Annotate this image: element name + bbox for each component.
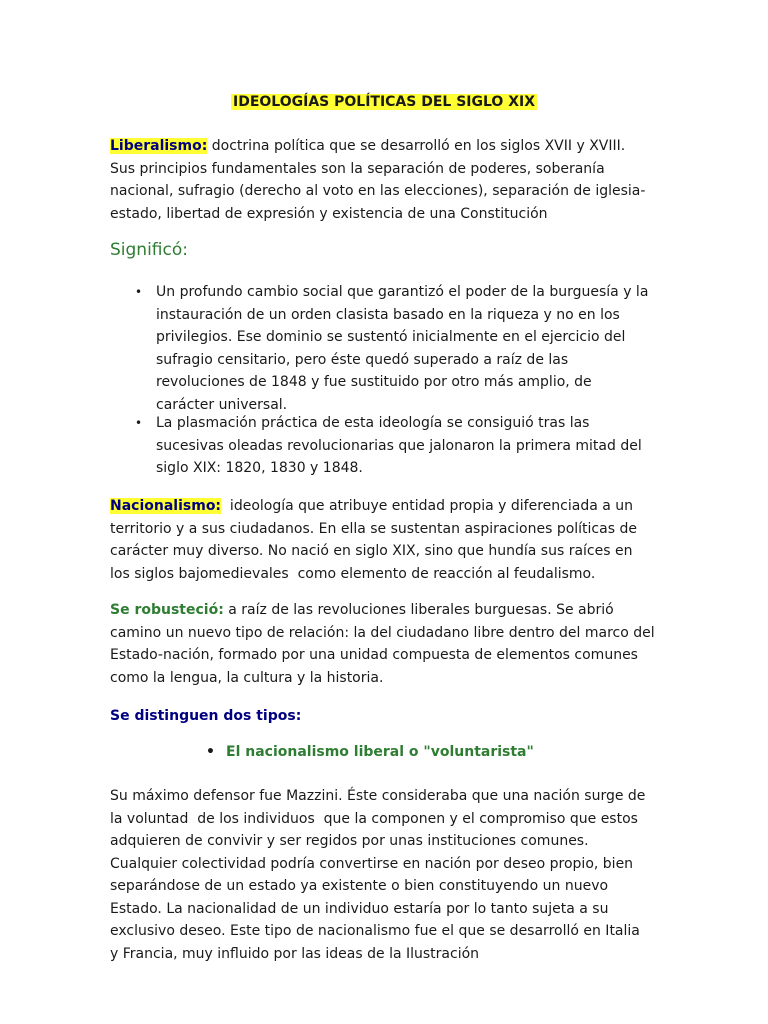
nacionalismo-line: territorio y a sus ciudadanos. En ella se sustentan aspiraciones políticas de — [110, 520, 637, 537]
nacionalismo-term: Nacionalismo: — [110, 498, 222, 514]
robustecio-line-1 — [110, 599, 670, 622]
mazzini-line: Cualquier colectividad podría convertirse en nación por deseo propio, bien — [110, 855, 634, 872]
significo-heading: Significó: — [110, 240, 188, 260]
mazzini-line: la voluntad de los individuos que la componen y el compromiso que estos — [110, 810, 638, 827]
mazzini-line: Su máximo defensor fue Mazzini. Éste consideraba que una nación surge de — [110, 788, 646, 804]
page-title-text: IDEOLOGÍAS POLÍTICAS DEL SIGLO XIX — [233, 94, 535, 110]
mazzini-line: exclusivo deseo. Este tipo de nacionalismo fue el que se desarrolló en Italia — [110, 923, 640, 939]
bullet-line: siglo XIX: 1820, 1830 y 1848. — [156, 460, 363, 476]
liberalismo-term: Liberalismo: — [110, 138, 208, 154]
liberalismo-paragraph — [110, 135, 670, 225]
nacionalismo-line-1 — [110, 495, 670, 518]
liberalismo-line: nacional, sufragio (derecho al voto en las elecciones), separación de iglesia- — [110, 183, 646, 199]
liberalismo-line: Sus principios fundamentales son la separación de poderes, soberanía — [110, 160, 605, 177]
robustecio-paragraph — [110, 599, 670, 689]
bullet-dot-icon: • — [135, 416, 143, 430]
liberalismo-line: estado, libertad de expresión y existencia de una Constitución — [110, 205, 548, 222]
nacionalismo-paragraph — [110, 495, 670, 585]
nacionalismo-line: los siglos bajomedievales como elemento de reacción al feudalismo. — [110, 565, 596, 582]
nacionalismo-text: ideología que atribuye entidad propia y diferenciada a un — [221, 498, 634, 514]
mazzini-line: y Francia, muy influido por las ideas de la Ilustración — [110, 945, 480, 962]
page-title — [0, 93, 768, 111]
robustecio-line: camino un nuevo tipo de relación: la del ciudadano libre dentro del marco del — [110, 624, 655, 641]
bullet-line: sufragio censitario, pero éste quedó superado a raíz de las — [156, 351, 569, 368]
bullet-line: sucesivas oleadas revolucionarias que jalonaron la primera mitad del — [156, 437, 642, 454]
bullet-line: privilegios. Ese dominio se sustentó inicialmente en el ejercicio del — [156, 329, 626, 345]
bullet-line: La plasmación práctica de esta ideología se consiguió tras las — [156, 415, 590, 431]
robustecio-line: como la lengua, la cultura y la historia. — [110, 669, 384, 686]
bullet-1-text — [156, 281, 648, 416]
nacionalismo-line: carácter muy diverso. No nació en siglo XIX, sino que hundía sus raíces en — [110, 543, 633, 559]
robustecio-line: Estado-nación, formado por una unidad compuesta de elementos comunes — [110, 647, 638, 663]
bullet-line: carácter universal. — [156, 396, 288, 413]
bullet-2-text — [156, 412, 642, 480]
tipos-heading: Se distinguen dos tipos: — [110, 708, 302, 724]
mazzini-line: separándose de un estado ya existente o bien constituyendo un nuevo — [110, 878, 609, 894]
tipos-bullet — [206, 742, 534, 762]
liberalismo-line-1 — [110, 135, 670, 158]
bullet-dot-icon: • — [206, 744, 215, 760]
robustecio-text: a raíz de las revoluciones liberales burguesas. Se abrió — [223, 602, 614, 618]
bullet-line: Un profundo cambio social que garantizó el poder de la burguesía y la — [156, 284, 649, 300]
tipos-bullet-text: El nacionalismo liberal o "voluntarista" — [226, 744, 534, 760]
liberalismo-text: doctrina política que se desarrolló en los siglos XVII y XVIII. — [207, 138, 626, 154]
mazzini-line: Estado. La nacionalidad de un individuo estaría por lo tanto sujeta a su — [110, 900, 609, 917]
mazzini-paragraph — [110, 785, 670, 965]
bullet-dot-icon: • — [135, 285, 143, 299]
bullet-line: instauración de un orden clasista basado en la riqueza y no en los — [156, 306, 620, 323]
bullet-line: revoluciones de 1848 y fue sustituido por otro más amplio, de — [156, 374, 592, 390]
mazzini-line: adquieren de convivir y ser regidos por unas instituciones comunes. — [110, 833, 589, 849]
robustecio-term: Se robusteció: — [110, 602, 224, 618]
